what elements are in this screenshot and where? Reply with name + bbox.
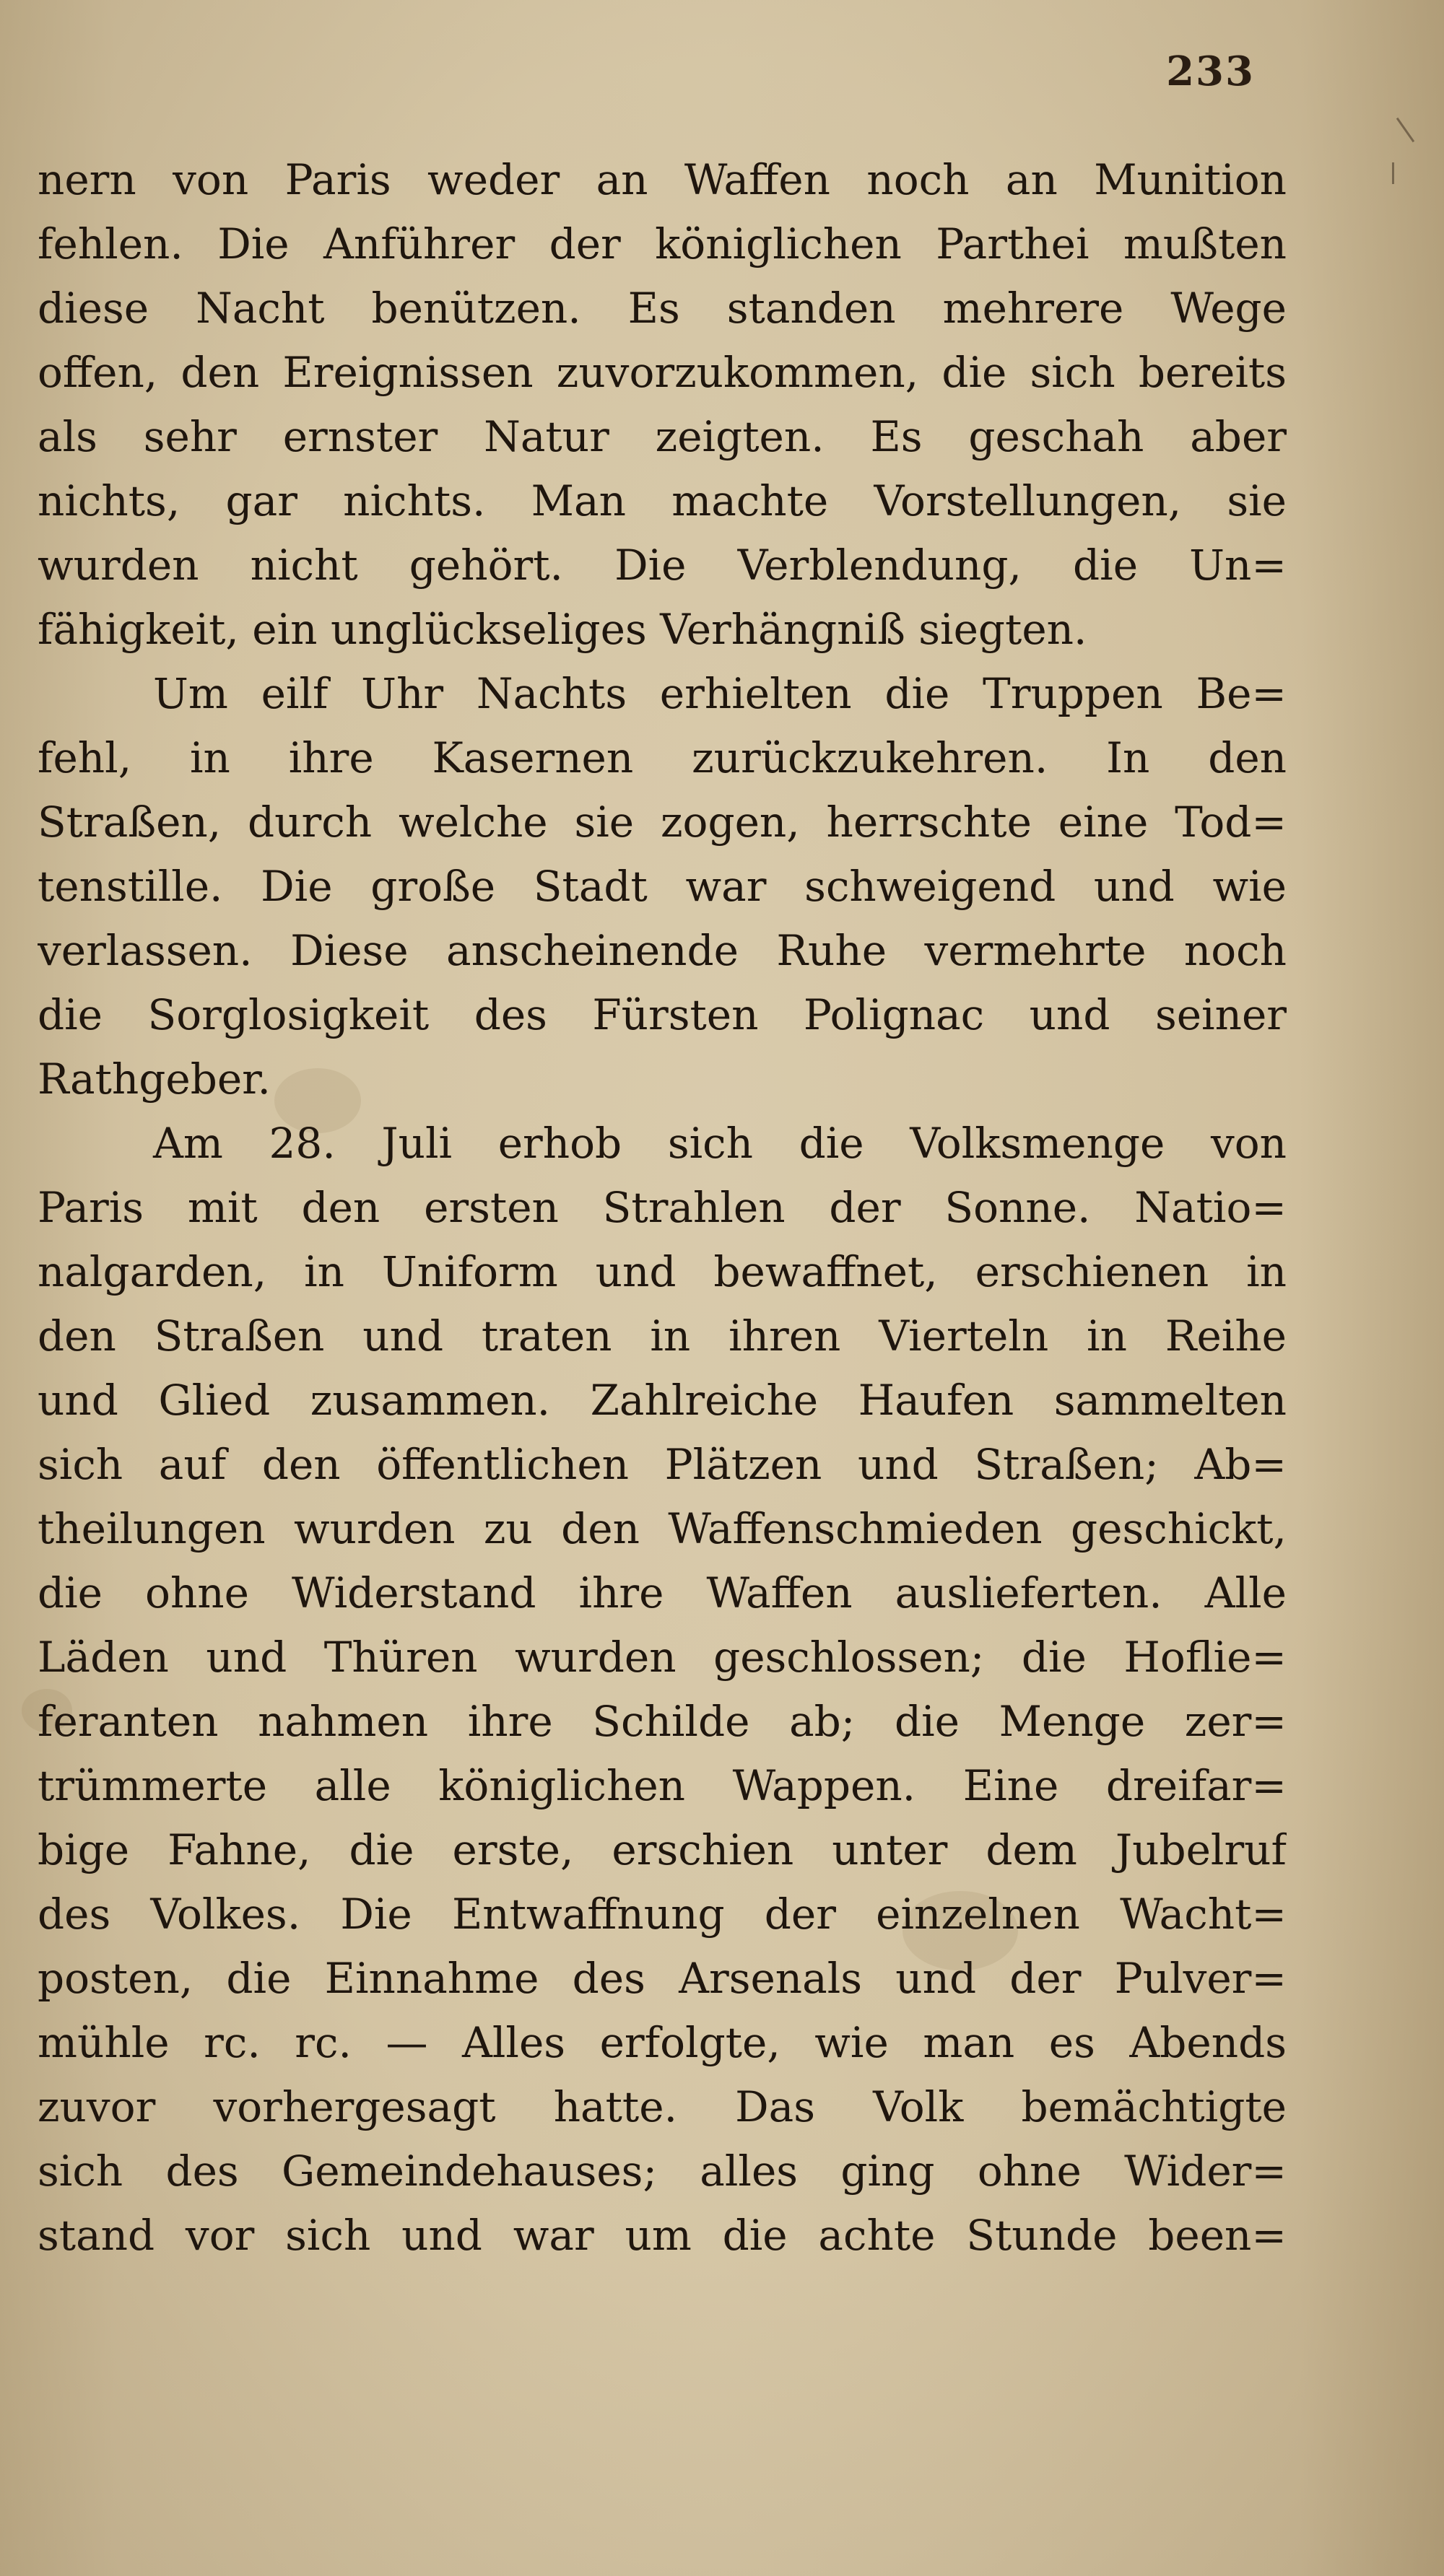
text-line: Am 28. Juli erhob sich die Volksmenge von [153, 1119, 1287, 1168]
text-line: sich auf den öffentlichen Plätzen und Straßen; Ab= [38, 1440, 1287, 1489]
text-line: Läden und Thüren wurden geschlossen; die Hoflie= [38, 1633, 1287, 1682]
text-line: wurden nicht gehört. Die Verblendung, die Un= [38, 541, 1287, 590]
text-line: bige Fahne, die erste, erschien unter dem Jubelruf [38, 1825, 1287, 1874]
page-number: 233 [1166, 48, 1255, 95]
text-line: fehl, in ihre Kasernen zurückzukehren. In den [38, 733, 1287, 782]
text-line: als sehr ernster Natur zeigten. Es geschah aber [38, 412, 1287, 461]
text-line: theilungen wurden zu den Waffenschmieden geschickt, [38, 1504, 1287, 1553]
text-line: mühle rc. rc. — Alles erfolgte, wie man es Abends [38, 2018, 1287, 2067]
text-line: die Sorglosigkeit des Fürsten Polignac und seiner [38, 990, 1287, 1039]
text-line: des Volkes. Die Entwaffnung der einzelnen Wacht= [38, 1890, 1287, 1939]
text-line: und Glied zusammen. Zahlreiche Haufen sammelten [38, 1376, 1287, 1425]
text-line: den Straßen und traten in ihren Vierteln in Reihe [38, 1311, 1287, 1361]
text-line: Straßen, durch welche sie zogen, herrschte eine Tod= [38, 798, 1287, 847]
text-line: diese Nacht benützen. Es standen mehrere Wege [38, 284, 1287, 333]
text-line: nalgarden, in Uniform und bewaffnet, erschienen in [38, 1247, 1287, 1296]
text-line: sich des Gemeindehauses; alles ging ohne Wider= [38, 2147, 1287, 2196]
text-line: offen, den Ereignissen zuvorzukommen, die sich bereits [38, 348, 1287, 397]
text-line: trümmerte alle königlichen Wappen. Eine dreifar= [38, 1761, 1287, 1810]
text-line: verlassen. Diese anscheinende Ruhe vermehrte noch [38, 926, 1287, 975]
text-line: fähigkeit, ein unglückseliges Verhängniß siegten. [38, 605, 1087, 654]
text-line: Um eilf Uhr Nachts erhielten die Truppen Be= [153, 669, 1287, 718]
text-line: nichts, gar nichts. Man machte Vorstellungen, sie [38, 476, 1287, 525]
text-line: fehlen. Die Anführer der königlichen Parthei mußten [38, 219, 1287, 268]
body-text [38, 148, 1287, 2268]
text-line: feranten nahmen ihre Schilde ab; die Menge zer= [38, 1697, 1287, 1746]
margin-mark [1396, 118, 1414, 142]
text-line: zuvor vorhergesagt hatte. Das Volk bemächtigte [38, 2082, 1287, 2131]
text-line: tenstille. Die große Stadt war schweigend und wie [38, 862, 1287, 911]
text-line: stand vor sich und war um die achte Stunde been= [38, 2211, 1287, 2260]
margin-mark [1392, 162, 1394, 184]
text-line: Paris mit den ersten Strahlen der Sonne. Natio= [38, 1183, 1287, 1232]
text-line: die ohne Widerstand ihre Waffen auslieferten. Alle [38, 1568, 1287, 1617]
text-line: posten, die Einnahme des Arsenals und der Pulver= [38, 1954, 1287, 2003]
text-line: nern von Paris weder an Waffen noch an Munition [38, 155, 1287, 204]
text-line: Rathgeber. [38, 1055, 271, 1104]
